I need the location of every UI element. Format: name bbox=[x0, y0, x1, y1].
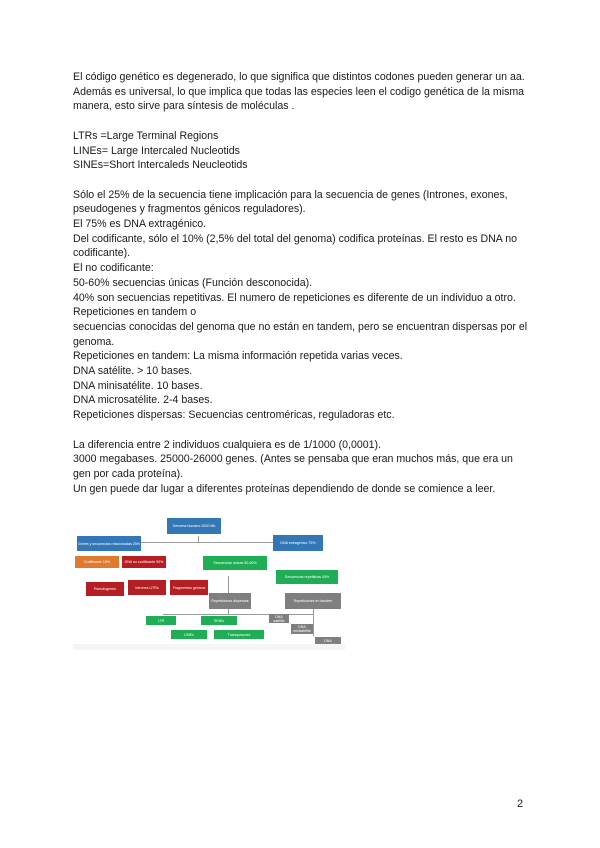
paragraph: La diferencia entre 2 individuos cualquiera es de 1/1000 (0,0001). bbox=[73, 438, 382, 451]
paragraph: Del codificante, sólo el 10% (2,5% del total del genoma) codifica proteínas. El resto es DNA no codificante). bbox=[73, 232, 518, 260]
diagram-node: Secuencias repetitivas 40% bbox=[276, 570, 338, 584]
paragraph: DNA minisatélite. 10 bases. bbox=[73, 379, 203, 392]
paragraph-gap bbox=[73, 173, 533, 188]
genome-diagram bbox=[73, 516, 345, 650]
diagram-node: DNA satélite bbox=[269, 614, 289, 623]
diagram-node: DNA minisatélite bbox=[291, 624, 313, 634]
paragraph-gap bbox=[73, 114, 533, 129]
paragraph: secuencias conocidas del genoma que no están en tandem, pero se encuentran dispersas por el genoma. bbox=[73, 320, 528, 348]
diagram-node: Repeticiones en tandem bbox=[285, 593, 341, 609]
diagram-bottom-bar bbox=[73, 644, 345, 650]
diagram-node: Repeticiones dispersas bbox=[209, 593, 251, 609]
diagram-node: Secuencias únicas 50-60% bbox=[203, 556, 267, 570]
diagram-node: Codificante 10% bbox=[75, 556, 119, 568]
diagram-node: Fragmentos génicos bbox=[170, 580, 208, 595]
paragraph: 50-60% secuencias únicas (Función desconocida). bbox=[73, 276, 313, 289]
connector-line bbox=[313, 606, 314, 636]
document-body bbox=[73, 70, 533, 496]
paragraph: DNA microsatélite. 2-4 bases. bbox=[73, 394, 213, 407]
paragraph: El no codificante: bbox=[73, 262, 154, 275]
diagram-node: LTR bbox=[146, 616, 176, 625]
paragraph: LINEs= Large Intercaled Nucleotids bbox=[73, 144, 240, 157]
paragraph: Un gen puede dar lugar a diferentes proteínas dependiendo de donde se comience a leer. bbox=[73, 482, 496, 495]
diagram-node: SINEs bbox=[201, 616, 237, 625]
diagram-node: DNA bbox=[315, 637, 341, 648]
paragraph: Repeticiones dispersas: Secuencias centroméricas, reguladoras etc. bbox=[73, 409, 395, 422]
diagram-node: DNA no codificante 90% bbox=[122, 556, 166, 568]
diagram-node: Genes y secuencias relacionadas 25% bbox=[77, 536, 141, 551]
paragraph: El código genético es degenerado, lo que significa que distintos codones pueden generar un aa. Además es universal, lo que implica que todas las especies leen el codigo genética de la misma manera, esto sirve para síntesis de moléculas . bbox=[73, 71, 525, 113]
paragraph: DNA satélite. > 10 bases. bbox=[73, 365, 193, 378]
page-number: 2 bbox=[517, 798, 524, 810]
diagram-node: Genoma humano 3200 Mb bbox=[167, 518, 221, 534]
paragraph: Sólo el 25% de la secuencia tiene implicación para la secuencia de genes (Intrones, exones, pseudogenes y fragmentos génicos reguladores). bbox=[73, 188, 508, 216]
paragraph: 3000 megabases. 25000-26000 genes. (Antes se pensaba que eran muchos más, que era un gen por cada proteína). bbox=[73, 453, 513, 480]
diagram-node: Intrones UTRs bbox=[128, 580, 166, 595]
paragraph: 40% son secuencias repetitivas. El numero de repeticiones es diferente de un individuo a otro. bbox=[73, 291, 516, 304]
connector-line bbox=[228, 576, 229, 594]
paragraph: El 75% es DNA extragénico. bbox=[73, 218, 207, 230]
paragraph: LTRs =Large Terminal Regions bbox=[73, 129, 219, 142]
paragraph: SINEs=Short Intercaleds Neucleotids bbox=[73, 159, 248, 172]
paragraph-gap bbox=[73, 423, 533, 438]
diagram-node: LINEs bbox=[171, 630, 207, 639]
paragraph: Repeticiones en tandem: La misma información repetida varias veces. bbox=[73, 350, 403, 363]
diagram-node: Pseudogenes bbox=[86, 582, 124, 596]
diagram-node: Transposones bbox=[214, 630, 264, 639]
paragraph: Repeticiones en tandem o bbox=[73, 306, 197, 319]
connector-line bbox=[163, 614, 313, 615]
diagram-node: DNA extragénico 75% bbox=[273, 535, 323, 551]
